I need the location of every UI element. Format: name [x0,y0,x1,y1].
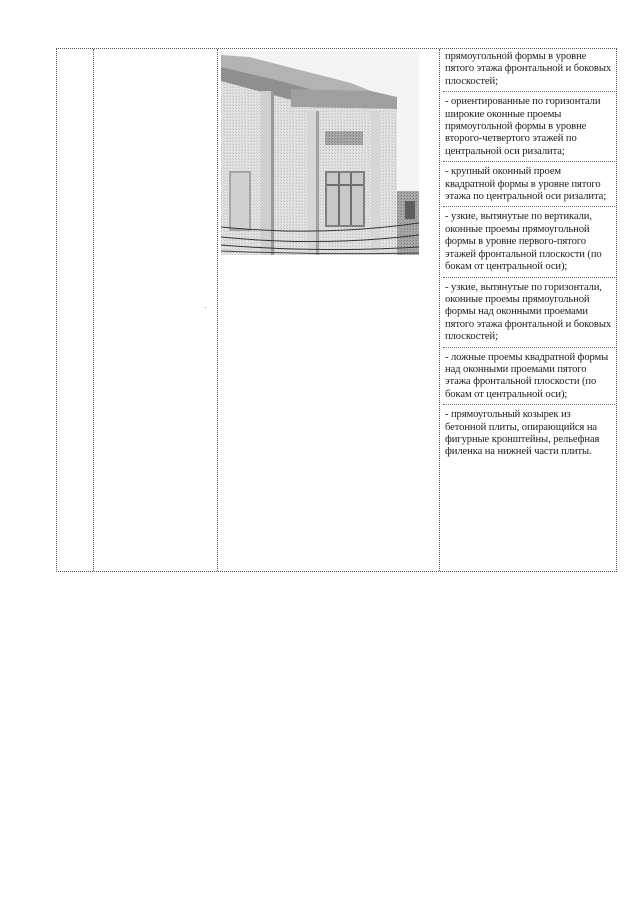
scan-speck [205,307,206,308]
description-item: - крупный оконный проем квадратной формы в уровне пятого этажа по центральной оси ризалита; [443,166,615,207]
description-item: - узкие, вытянутые по вертикали, оконные проемы прямоугольной формы в уровне первого-пятого этажей фронтальной плоскости (по бокам от центральной оси); [443,211,615,277]
column-divider [439,49,440,571]
column-divider [217,49,218,571]
building-photo [221,51,419,255]
document-table [56,48,617,572]
column-divider [93,49,94,571]
description-item: прямоугольной формы в уровне пятого этажа фронтальной и боковых плоскостей; [443,51,615,92]
description-column [443,51,615,466]
description-item: - узкие, вытянутые по горизонтали, оконные проемы прямоугольной формы над оконными проемами пятого этажа фронтальной и боковых плоскостей; [443,282,615,348]
description-item: - ложные проемы квадратной формы над оконными проемами пятого этажа фронтальной плоскости (по бокам от центральной оси); [443,352,615,406]
description-item: - прямоугольный козырек из бетонной плиты, опирающийся на фигурные кронштейны, рельефная филенка на нижней части плиты. [445,409,600,458]
description-item: - ориентированные по горизонтали широкие оконные проемы прямоугольной формы в уровне второго-четвертого этажей по центральной оси ризалита; [443,96,615,162]
